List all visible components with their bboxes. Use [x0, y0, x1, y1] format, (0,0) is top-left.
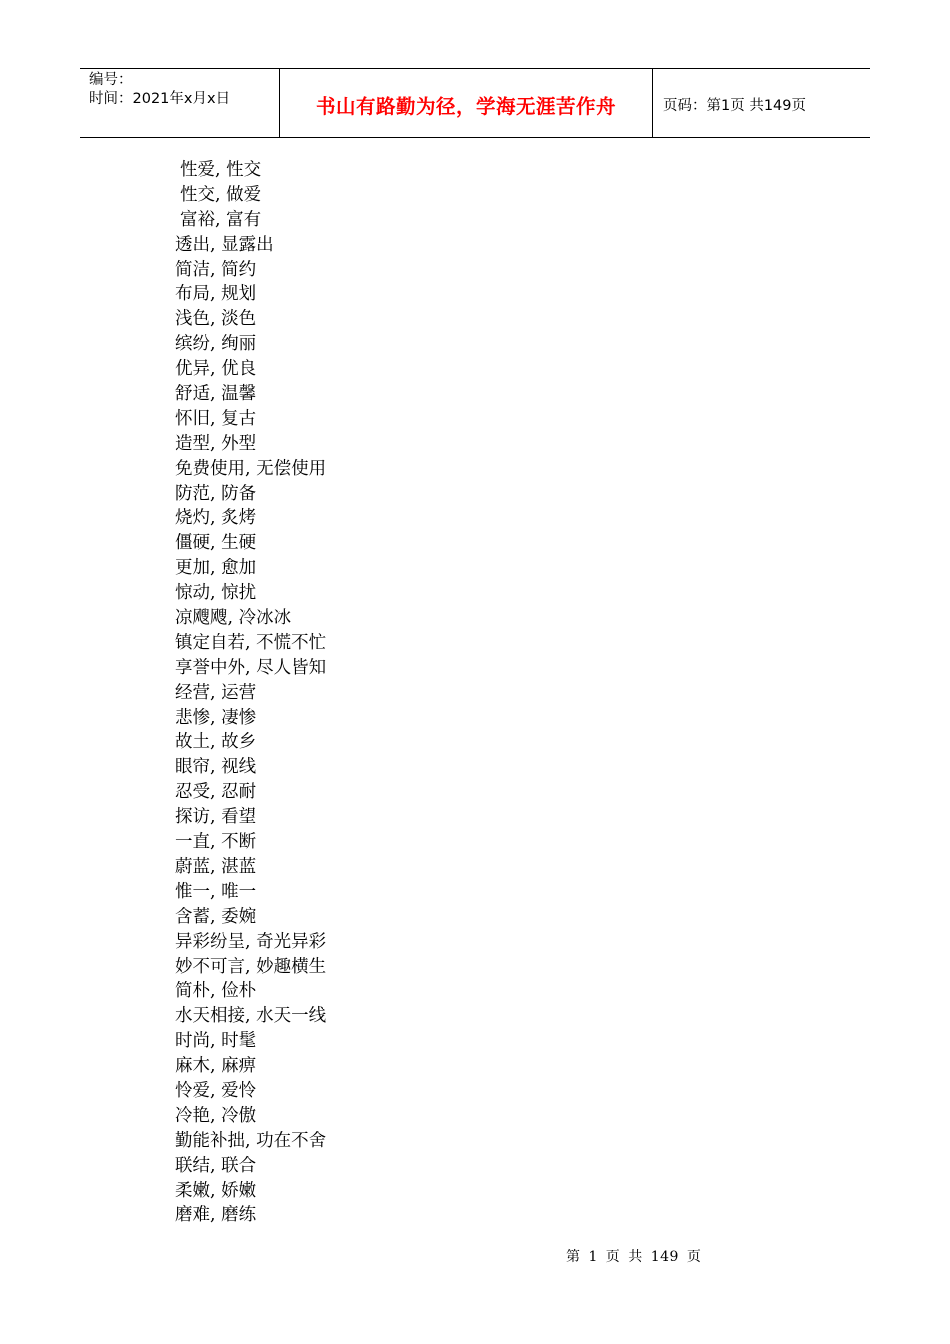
list-item: 柔嫩, 娇嫩: [175, 1180, 257, 1201]
list-item: 镇定自若, 不慌不忙: [175, 632, 327, 653]
list-item: 探访, 看望: [175, 807, 257, 828]
time-label: 时间：2021年x月x日: [89, 91, 231, 107]
motto-text: 书山有路勤为径，学海无涯苦作舟: [315, 95, 616, 118]
header-meta: [80, 69, 280, 137]
list-item: 优异, 优良: [175, 359, 257, 380]
list-item: 造型, 外型: [175, 433, 257, 454]
list-item: 勤能补拙, 功在不舍: [175, 1130, 327, 1151]
list-item: 时尚, 时髦: [175, 1031, 257, 1052]
list-item: 眼帘, 视线: [175, 757, 257, 778]
list-item: 性交, 做爱: [180, 184, 262, 205]
list-item: 经营, 运营: [175, 682, 257, 703]
list-item: 凉飕飕, 冷冰冰: [175, 608, 292, 629]
list-item: 怀旧, 复古: [175, 408, 257, 429]
list-item: 冷艳, 冷傲: [175, 1105, 257, 1126]
number-label: 编号：: [89, 72, 133, 88]
list-item: 布局, 规划: [175, 284, 257, 305]
list-item: 磨难, 磨练: [175, 1205, 257, 1226]
list-item: 免费使用, 无偿使用: [175, 458, 327, 479]
header-motto-cell: [280, 69, 653, 137]
page-info: 页码：第1页 共149页: [663, 97, 807, 114]
list-item: 怜爱, 爱怜: [175, 1080, 257, 1101]
list-item: 舒适, 温馨: [175, 384, 257, 405]
list-item: 惊动, 惊扰: [175, 583, 257, 604]
list-item: 僵硬, 生硬: [175, 533, 257, 554]
list-item: 忍受, 忍耐: [175, 782, 257, 803]
list-item: 麻木, 麻痹: [175, 1056, 257, 1077]
list-item: 浅色, 淡色: [175, 309, 257, 330]
word-list: [175, 158, 326, 1228]
list-item: 惟一, 唯一: [175, 881, 257, 902]
list-item: 缤纷, 绚丽: [175, 334, 257, 355]
header-page-info-cell: [653, 69, 870, 137]
list-item: 异彩纷呈, 奇光异彩: [175, 931, 327, 952]
list-item: 防范, 防备: [175, 483, 257, 504]
list-item: 烧灼, 炙烤: [175, 508, 257, 529]
list-item: 性爱, 性交: [180, 160, 262, 180]
list-item: 富裕, 富有: [180, 209, 262, 230]
list-item: 蔚蓝, 湛蓝: [175, 856, 257, 877]
list-item: 含蓄, 委婉: [175, 906, 257, 927]
list-item: 透出, 显露出: [175, 234, 274, 255]
list-item: 妙不可言, 妙趣横生: [175, 956, 327, 977]
list-item: 享誉中外, 尽人皆知: [175, 657, 327, 678]
list-item: 简洁, 简约: [175, 259, 257, 280]
document-header: [80, 68, 870, 138]
page-footer: 第 1 页 共 149 页: [566, 1249, 702, 1265]
list-item: 联结, 联合: [175, 1155, 257, 1176]
list-item: 故土, 故乡: [175, 732, 257, 753]
list-item: 简朴, 俭朴: [175, 981, 257, 1002]
list-item: 一直, 不断: [175, 832, 257, 853]
list-item: 悲惨, 凄惨: [175, 707, 257, 728]
list-item: 水天相接, 水天一线: [175, 1006, 327, 1027]
list-item: 更加, 愈加: [175, 558, 257, 579]
